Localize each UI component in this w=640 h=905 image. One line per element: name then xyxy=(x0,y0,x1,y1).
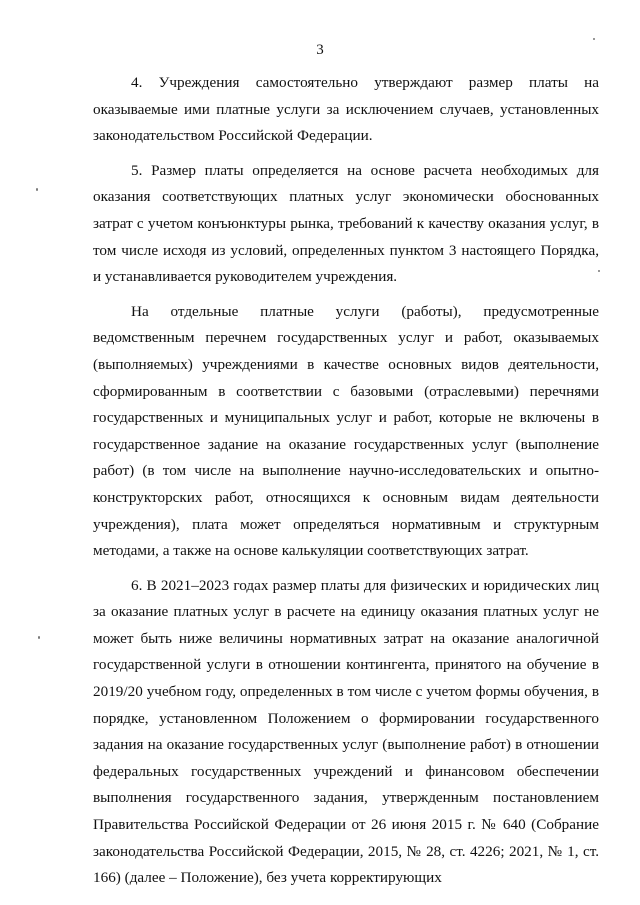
document-body xyxy=(93,70,599,892)
paragraph-5-continued: На отдельные платные услуги (работы), предусмотренные ведомственным перечнем государственных услуг и работ, оказываемых (выполняемых) учреждениями в качестве основных видов деятельности, сформированным в соответствии с базовыми (отраслевыми) перечнями государственных и муниципальных услуг и работ, которые не включены в государственное задание на оказание государственных услуг (выполнение работ) (в том числе на выполнение научно-исследовательских и опытно-конструкторских работ, относящихся к основным видам деятельности учреждения), плата может определяться нормативным и структурным методами, а также на основе калькуляции соответствующих затрат. xyxy=(93,302,599,560)
scan-speck xyxy=(38,636,40,639)
paragraph-6: 6. В 2021–2023 годах размер платы для физических и юридических лиц за оказание платных услуг в расчете на единицу оказания платных услуг не может быть ниже величины нормативных затрат на оказание аналогичной государственной услуги в отношении контингента, принятого на обучение в 2019/20 учебном году, определенных в том числе с учетом формы обучения, в порядке, установленном Положением о формировании государственного задания на оказание государственных услуг (выполнение работ) в отношении федеральных государственных учреждений и финансовом обеспечении выполнения государственного задания, утвержденным постановлением Правительства Российской Федерации от 26 июня 2015 г. № 640 (Собрание законодательства Российской Федерации, 2015, № 28, ст. 4226; 2021, № 1, ст. 166) (далее – Положение), без учета корректирующих xyxy=(93,576,599,887)
scan-speck xyxy=(36,188,38,191)
paragraph-4: 4. Учреждения самостоятельно утверждают размер платы на оказываемые ими платные услуги за исключением случаев, установленных законодательством Российской Федерации. xyxy=(93,74,599,145)
scan-speck xyxy=(593,38,595,40)
scan-speck xyxy=(598,270,600,272)
page-number: 3 xyxy=(316,42,324,58)
paragraph-5: 5. Размер платы определяется на основе расчета необходимых для оказания соответствующих платных услуг экономически обоснованных затрат с учетом конъюнктуры рынка, требований к качеству оказания услуг, в том числе исходя из условий, определенных пунктом 3 настоящего Порядка, и устанавливается руководителем учреждения. xyxy=(93,161,599,286)
